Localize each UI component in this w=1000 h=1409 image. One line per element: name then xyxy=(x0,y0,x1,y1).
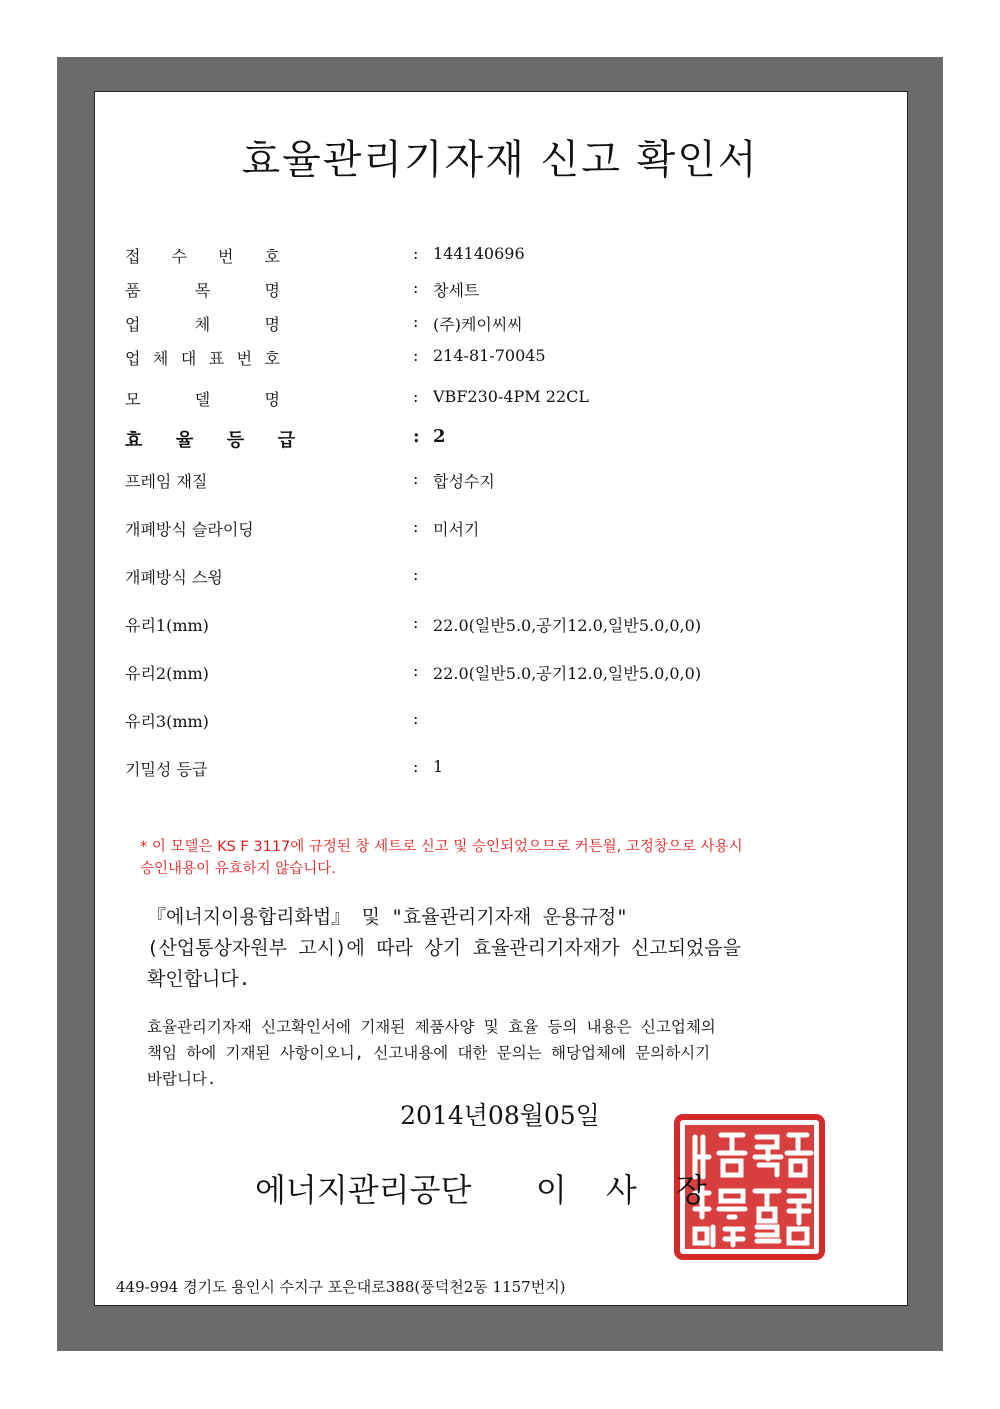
issuer-title-char: 장 xyxy=(675,1171,707,1209)
field-colon: : xyxy=(413,757,419,776)
field-label-char: 명 xyxy=(264,281,280,300)
field-colon: : xyxy=(413,565,419,584)
issuer-organization: 에너지관리공단 xyxy=(255,1171,472,1209)
field-label-glass-1: 유리1(mm) xyxy=(125,616,209,635)
issuer-title-char: 이 xyxy=(535,1171,567,1209)
field-label-char: 체 xyxy=(194,315,211,334)
field-colon: : xyxy=(413,426,420,447)
field-colon: : xyxy=(413,709,419,728)
field-label-char: 명 xyxy=(264,315,280,334)
confirmation-line: 『에너지이용합리화법』 및 "효율관리기자재 운용규정" xyxy=(147,906,628,928)
responsibility-line: 책임 하에 기재된 사항이오니, 신고내용에 대한 문의는 해당업체에 문의하시기 xyxy=(147,1044,711,1062)
field-label-char: 등 xyxy=(226,430,245,451)
field-label-char: 번 xyxy=(236,349,253,368)
field-label-char: 율 xyxy=(175,430,194,451)
field-label-company-name xyxy=(125,312,280,335)
field-label-char: 번 xyxy=(218,247,234,266)
field-colon: : xyxy=(413,613,419,632)
responsibility-line: 바랍니다. xyxy=(147,1070,217,1088)
warning-note-line: 승인내용이 유효하지 않습니다. xyxy=(140,861,336,877)
responsibility-notice xyxy=(147,1014,867,1092)
responsibility-line: 효율관리기자재 신고확인서에 기재된 제품사양 및 효율 등의 내용은 신고업체의 xyxy=(147,1018,716,1036)
field-value-model-name: VBF230-4PM 22CL xyxy=(433,387,589,406)
warning-note xyxy=(140,836,870,880)
confirmation-line: 확인합니다. xyxy=(147,968,251,990)
field-label-char: 접 xyxy=(125,247,141,266)
field-label-char: 수 xyxy=(171,247,187,266)
field-value-frame-material: 합성수지 xyxy=(433,472,495,491)
field-label-char: 모 xyxy=(125,390,141,409)
field-label-char: 업 xyxy=(125,315,141,334)
issuer-address: 449-994 경기도 용인시 수지구 포은대로388(풍덕천2동 1157번지) xyxy=(116,1278,566,1296)
field-label-char: 명 xyxy=(264,390,280,409)
field-colon: : xyxy=(413,469,419,488)
field-label-char: 품 xyxy=(125,281,141,300)
warning-note-line: * 이 모델은 KS F 3117에 규정된 창 세트로 신고 및 승인되었으므로 커튼월, 고정창으로 사용시 xyxy=(140,839,743,855)
field-label-char: 호 xyxy=(264,349,280,368)
field-label-char: 목 xyxy=(194,281,211,300)
field-colon: : xyxy=(413,278,419,297)
field-label-char: 체 xyxy=(152,349,169,368)
confirmation-statement xyxy=(147,902,867,995)
field-label-char: 호 xyxy=(264,247,280,266)
field-label-char: 델 xyxy=(194,390,211,409)
field-value-glass-1: 22.0(일반5.0,공기12.0,일반5.0,0,0) xyxy=(433,616,702,635)
field-label-frame-material: 프레임 재질 xyxy=(125,472,208,491)
field-label-char: 대 xyxy=(180,349,197,368)
field-label-char: 효 xyxy=(125,430,143,451)
field-label-glass-2: 유리2(mm) xyxy=(125,664,209,683)
field-label-glass-3: 유리3(mm) xyxy=(125,712,209,731)
field-label-company-reg-number xyxy=(125,346,280,369)
field-value-company-name: (주)케이씨씨 xyxy=(433,315,523,334)
field-value-receipt-number: 144140696 xyxy=(433,244,525,263)
field-label-airtightness-grade: 기밀성 등급 xyxy=(125,760,208,779)
field-colon: : xyxy=(413,517,419,536)
field-value-company-reg-number: 214-81-70045 xyxy=(433,346,546,365)
field-value-opening-sliding: 미서기 xyxy=(433,520,480,539)
issuer-title-char: 사 xyxy=(605,1171,637,1209)
field-value-glass-2: 22.0(일반5.0,공기12.0,일반5.0,0,0) xyxy=(433,664,702,683)
document-title: 효율관리기자재 신고 확인서 xyxy=(241,137,759,183)
field-label-receipt-number xyxy=(125,244,280,267)
field-value-efficiency-grade: 2 xyxy=(433,426,446,447)
field-colon: : xyxy=(413,244,419,263)
field-label-model-name xyxy=(125,387,280,410)
confirmation-line: (산업통상자원부 고시)에 따라 상기 효율관리기자재가 신고되었음을 xyxy=(147,937,741,959)
field-label-char: 급 xyxy=(277,430,295,451)
field-label-opening-swing: 개폐방식 스윙 xyxy=(125,568,223,587)
field-colon: : xyxy=(413,661,419,680)
field-colon: : xyxy=(413,346,419,365)
field-label-opening-sliding: 개폐방식 슬라이딩 xyxy=(125,520,254,539)
field-label-char: 업 xyxy=(125,349,141,368)
issuer-signature xyxy=(255,1165,726,1211)
field-label-efficiency-grade xyxy=(125,426,295,452)
field-label-char: 표 xyxy=(208,349,225,368)
issue-date: 2014년08월05일 xyxy=(400,1101,600,1130)
field-colon: : xyxy=(413,387,419,406)
field-colon: : xyxy=(413,312,419,331)
field-value-airtightness-grade: 1 xyxy=(433,757,444,776)
field-label-item-name xyxy=(125,278,280,301)
field-value-item-name: 창세트 xyxy=(433,281,480,300)
